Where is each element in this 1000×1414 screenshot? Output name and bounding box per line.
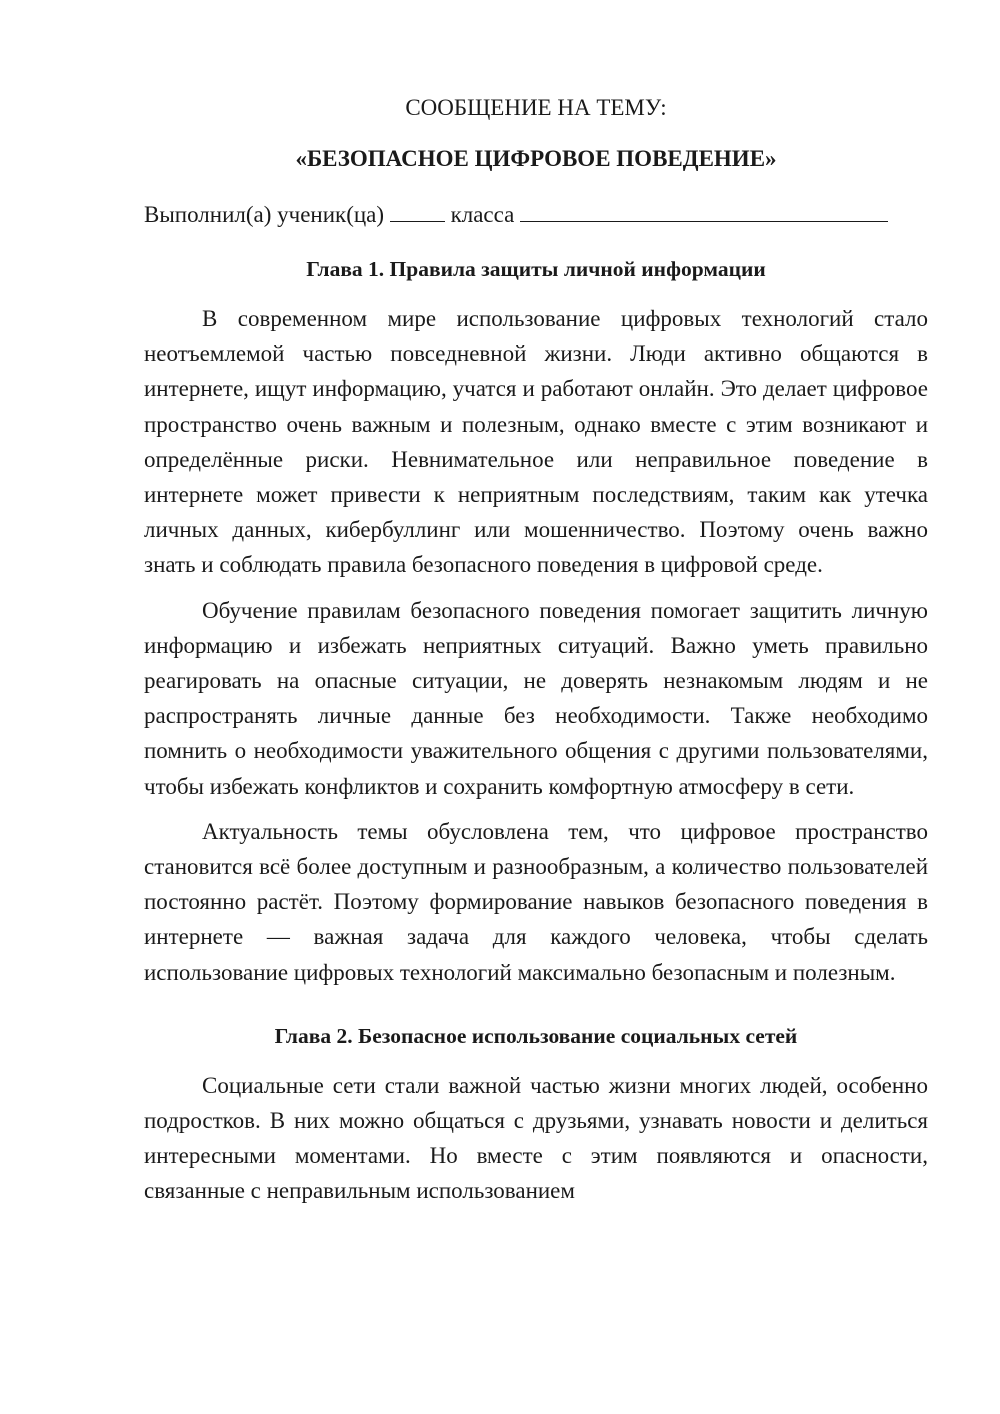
name-blank [520, 199, 888, 222]
document-title: СООБЩЕНИЕ НА ТЕМУ: [405, 95, 667, 120]
chapter-2-title: Глава 2. Безопасное использование социальных сетей [274, 1023, 798, 1048]
chapter-1-paragraph-3: Актуальность темы обусловлена тем, что цифровое пространство становится всё более доступным и разнообразным, а количество пользователей постоянно растёт. Поэтому формирование навыков безопасного поведения в интернете — важная задача для каждого человека, чтобы сделать использование цифровых технологий максимально безопасным и полезным. [144, 818, 928, 985]
chapter-1-paragraph-1: В современном мире использование цифровых технологий стало неотъемлемой частью повседневной жизни. Люди активно общаются в интернете, ищут информацию, учатся и работают онлайн. Это делает цифровое пространство очень важным и полезным, однако вместе с этим возникают и определённые риски. Невнимательное или неправильное поведение в интернете может привести к неприятным последствиям, таким как утечка личных данных, кибербуллинг или мошенничество. Поэтому очень важно знать и соблюдать правила безопасного поведения в цифровой среде. [144, 306, 928, 578]
chapter-1-title: Глава 1. Правила защиты личной информации [306, 257, 766, 281]
chapter-1-paragraph-2: Обучение правилам безопасного поведения помогает защитить личную информацию и избежать неприятных ситуаций. Важно уметь правильно реагировать на опасные ситуации, не доверять незнакомым людям и не распространять личные данные без необходимости. Также необходимо помнить о необходимости уважительного общения с другими пользователями, чтобы избежать конфликтов и сохранить комфортную атмосферу в сети. [144, 597, 928, 799]
author-prefix: Выполнил(а) ученик(ца) [144, 202, 385, 227]
document-page [144, 92, 928, 1209]
chapter-2-paragraph-1: Социальные сети стали важной частью жизни многих людей, особенно подростков. В них можно общаться с друзьями, узнавать новости и делиться интересными моментами. Но вместе с этим появляются и опасности, связанные с неправильным использованием [144, 1072, 928, 1204]
document-topic: «БЕЗОПАСНОЕ ЦИФРОВОЕ ПОВЕДЕНИЕ» [295, 146, 777, 171]
author-line [144, 199, 928, 231]
author-class-label: класса [450, 202, 515, 227]
class-blank [390, 199, 445, 222]
